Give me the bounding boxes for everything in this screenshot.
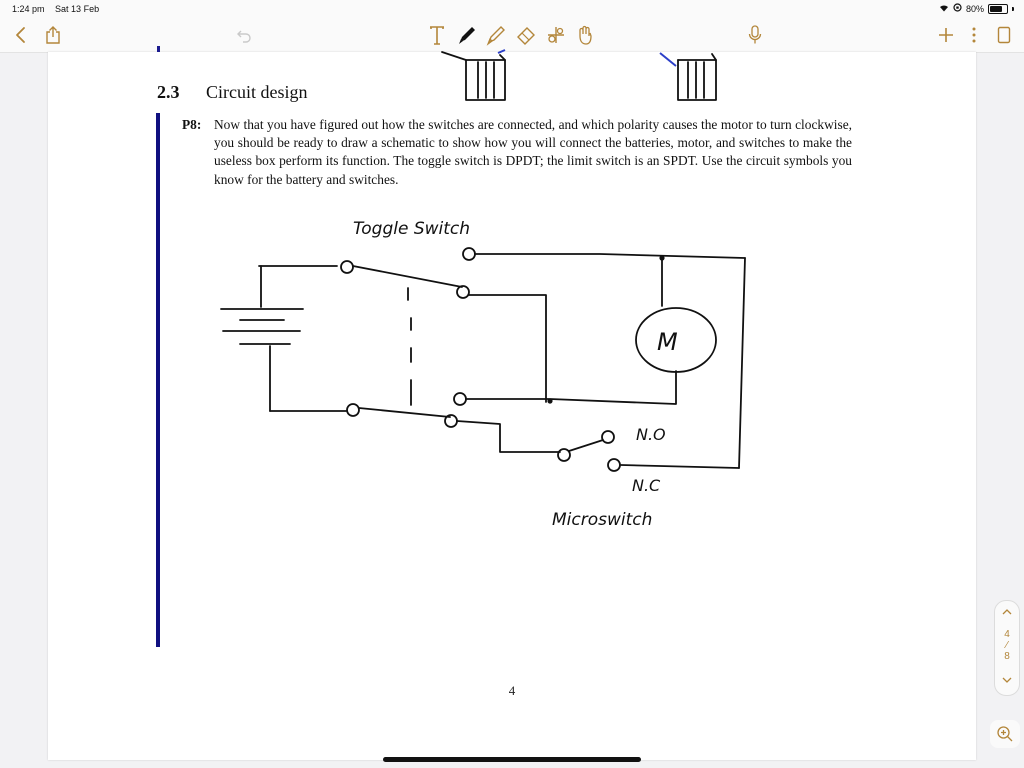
page-number: 4 bbox=[508, 683, 516, 698]
total-pages: 8 bbox=[1004, 651, 1010, 662]
circuit-wires bbox=[457, 254, 745, 468]
page-down-button[interactable] bbox=[995, 671, 1019, 691]
problem-label: P8: bbox=[182, 117, 202, 132]
problem-text: Now that you have figured out how the switches are connected, and which polarity causes the motor to turn clockwise, you should be ready to draw a schematic to show how you will connect the batteries, motor, and switches to make the useless box perform its function. The toggle switch is DPDT; the limit switch is an SPDT. Use the circuit symbols you know for the battery and switches. bbox=[214, 117, 852, 187]
normally-open-label: N.O bbox=[636, 425, 666, 444]
junction-dot-bottom bbox=[547, 398, 552, 403]
chevron-down-icon bbox=[1001, 674, 1013, 686]
toggle-switch-symbol bbox=[341, 248, 475, 427]
status-date: Sat 13 Feb bbox=[55, 4, 100, 14]
microswitch-symbol bbox=[558, 431, 620, 471]
page-navigator bbox=[994, 600, 1020, 696]
zoom-button[interactable] bbox=[990, 720, 1020, 748]
chevron-up-icon bbox=[1001, 606, 1013, 618]
page-separator-icon: ⁄ bbox=[1006, 640, 1008, 651]
zoom-in-icon bbox=[996, 725, 1014, 743]
microswitch-label: Microswitch bbox=[552, 510, 653, 530]
section-number: 2.3 bbox=[157, 82, 180, 102]
page-up-button[interactable] bbox=[995, 601, 1019, 621]
battery-percent: 80% bbox=[965, 3, 984, 14]
junction-dot-top bbox=[659, 255, 664, 260]
status-time: 1:24 pm bbox=[12, 4, 45, 14]
blue-ink-stroke bbox=[660, 53, 676, 66]
motor-label: M bbox=[657, 328, 678, 356]
blue-ink-stroke-2 bbox=[498, 50, 505, 53]
home-indicator[interactable] bbox=[383, 757, 641, 762]
switch-sketch-right bbox=[678, 54, 716, 100]
current-page: 4 bbox=[1004, 629, 1010, 640]
section-title: Circuit design bbox=[206, 82, 308, 102]
toggle-switch-label: Toggle Switch bbox=[353, 219, 471, 239]
battery-symbol bbox=[221, 266, 346, 411]
switch-sketch-left bbox=[442, 52, 505, 100]
normally-closed-label: N.C bbox=[632, 476, 661, 495]
